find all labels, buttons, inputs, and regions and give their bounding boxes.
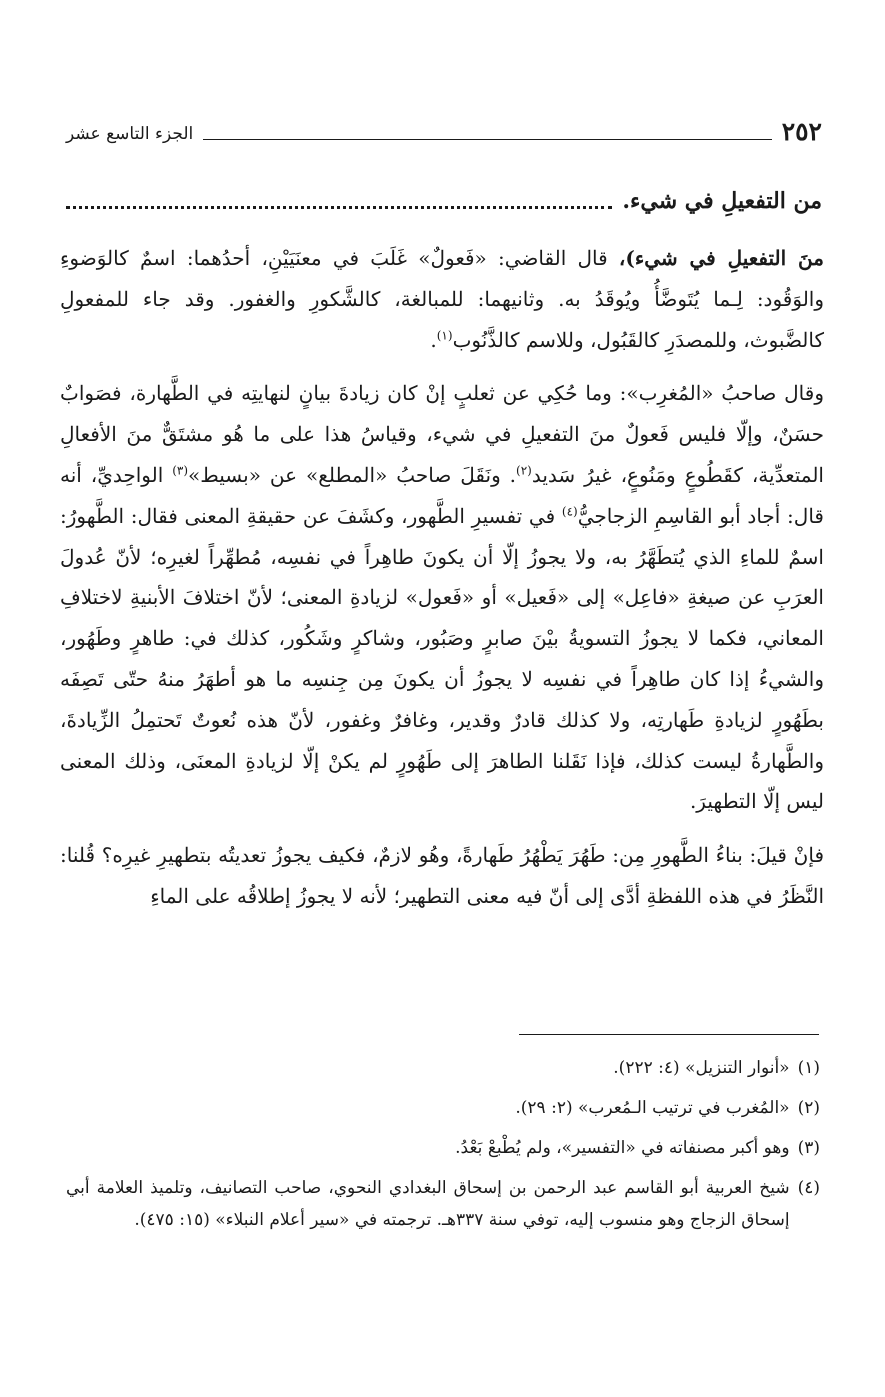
footnote-1 bbox=[66, 1052, 820, 1084]
footnote-ref: (٣) bbox=[172, 463, 189, 478]
paragraph-2 bbox=[60, 373, 824, 822]
paragraph-text: قال القاضي: «فَعولٌ» غَلَبَ في معنَيَيْنِ، أحدُهما: اسمٌ كالوَضوءِ والوَقُود: لِـما يُتَوضَّأُ ويُوقَدُ به. وثانيهما: للمبالغة، كالشَّكورِ والغفور. وقد جاء للمفعولِ كالضَّبوث، وللمصدَرِ كالقَبُول، وللاسم كالذَّنُوب bbox=[60, 246, 824, 352]
paragraph-segment: الواحِديِّ، أنه قال: أجاد أبو القاسِمِ الزجاجيُّ bbox=[60, 462, 824, 528]
footnote-separator bbox=[519, 1034, 819, 1035]
footnote-text: شيخ العربية أبو القاسم عبد الرحمن بن إسحاق البغدادي النحوي، صاحب التصانيف، وتلميذ العلامة أبي إسحاق الزجاج وهو منسوب إليه، توفي سنة ٣٣٧هـ. ترجمته في «سير أعلام النبلاء» (١٥: ٤٧٥). bbox=[66, 1178, 790, 1230]
footnote-number: (١) bbox=[797, 1058, 820, 1078]
paragraph-tail: . bbox=[430, 327, 437, 352]
footnote-number: (٤) bbox=[797, 1178, 820, 1198]
footnote-2 bbox=[66, 1092, 820, 1124]
footnote-ref: (١) bbox=[436, 327, 453, 342]
paragraph-segment: وقال صاحبُ «المُغرِب»: وما حُكِي عن ثعلبٍ إنْ كان زيادةَ بيانٍ لنهايتِه في الطَّهارة، فصَوابٌ حسَنٌ، وإلّا فليس فَعولٌ منَ التفعيلِ في شيء، وقياسُ هذا على ما هُو مشتَقٌّ منَ الأفعالِ المتعدِّية، كقَطُوعٍ ومَنُوعٍ، غيرُ سَديد bbox=[60, 381, 824, 487]
section-banner bbox=[66, 180, 822, 216]
footnotes bbox=[66, 1052, 820, 1244]
footnote-text: وهو أكبر مصنفاته في «التفسير»، ولم يُطْبعْ بَعْدُ. bbox=[455, 1138, 790, 1158]
footnote-text: «المُغرب في ترتيب الـمُعرب» (٢: ٢٩). bbox=[515, 1098, 790, 1118]
paragraph-segment: . ونَقَلَ صاحبُ «المطلع» عن «بسيط» bbox=[188, 462, 517, 487]
paragraph-text: فإنْ قيلَ: بناءُ الطَّهورِ مِن: طَهُرَ يَطْهُرُ طَهارةً، وهُو لازمٌ، فكيف يجوزُ تعديتُه بتطهيرِ غيرِه؟ قُلنا: النَّظَرُ في هذه اللفظةِ أدَّى إلى أنّ فيه معنى التطهير؛ لأنه لا يجوزُ إطلاقُه على الماءِ bbox=[60, 843, 824, 908]
paragraph-segment: في تفسيرِ الطَّهور، وكشَفَ عن حقيقةِ المعنى فقال: الطَّهورُ: اسمٌ للماءِ الذي يُتطَهَّرُ به، ولا يجوزُ إلّا أن يكونَ طاهِراً في نفسِه، مُطهِّراً لغيرِه؛ لأنّ عُدولَ العرَبِ عن صيغةِ «فاعِل» إلى «فَعيل» أو «فَعول» لزيادةِ المعنى؛ لأنّ اختلافَ الأبنيةِ لاختلافِ المعاني، فكما لا يجوزُ التسويةُ بيْنَ صابرٍ وصَبُور، وشاكرٍ وشَكُور، كذلك في: طاهرٍ وطَهُور، والشيءُ إذا كان طاهِراً في نفسِه لا يجوزُ أن يكونَ مِن جِنسِه ما هو أطهَرُ منهُ حتّى تَصِفَه بطَهُورٍ لزيادةِ طَهارتِه، ولا كذلك قادرٌ وقدير، وغافرٌ وغفور، لأنّ هذه نُعوتٌ تَحتمِلُ الزِّيادةَ، والطَّهارةُ ليست كذلك، فإذا نَقَلنا الطاهرَ إلى طَهُورٍ لم يكنْ إلّا لزيادةِ المعنَى، وذلك المعنى ليس إلّا التطهيرَ. bbox=[60, 503, 824, 814]
dot-leader bbox=[66, 206, 612, 209]
body-text bbox=[60, 238, 824, 917]
footnote-text: «أنوار التنزيل» (٤: ٢٢٢). bbox=[613, 1058, 790, 1078]
paragraph-lead: منَ التفعيلِ في شيء)، bbox=[618, 246, 824, 270]
footnote-4 bbox=[66, 1172, 820, 1236]
footnote-number: (٣) bbox=[797, 1138, 820, 1158]
header-rule bbox=[203, 139, 771, 140]
running-header bbox=[66, 116, 822, 148]
footnote-number: (٢) bbox=[797, 1098, 820, 1118]
page-number: ٢٥٢ bbox=[781, 117, 822, 146]
footnote-ref: (٢) bbox=[516, 463, 532, 478]
footnote-ref: (٤) bbox=[561, 504, 578, 519]
paragraph-1 bbox=[60, 238, 824, 360]
volume-title: الجزء التاسع عشر bbox=[66, 124, 194, 144]
footnote-3 bbox=[66, 1132, 820, 1164]
paragraph-3 bbox=[60, 835, 824, 917]
section-title: من التفعيلِ في شيء. bbox=[622, 188, 822, 214]
